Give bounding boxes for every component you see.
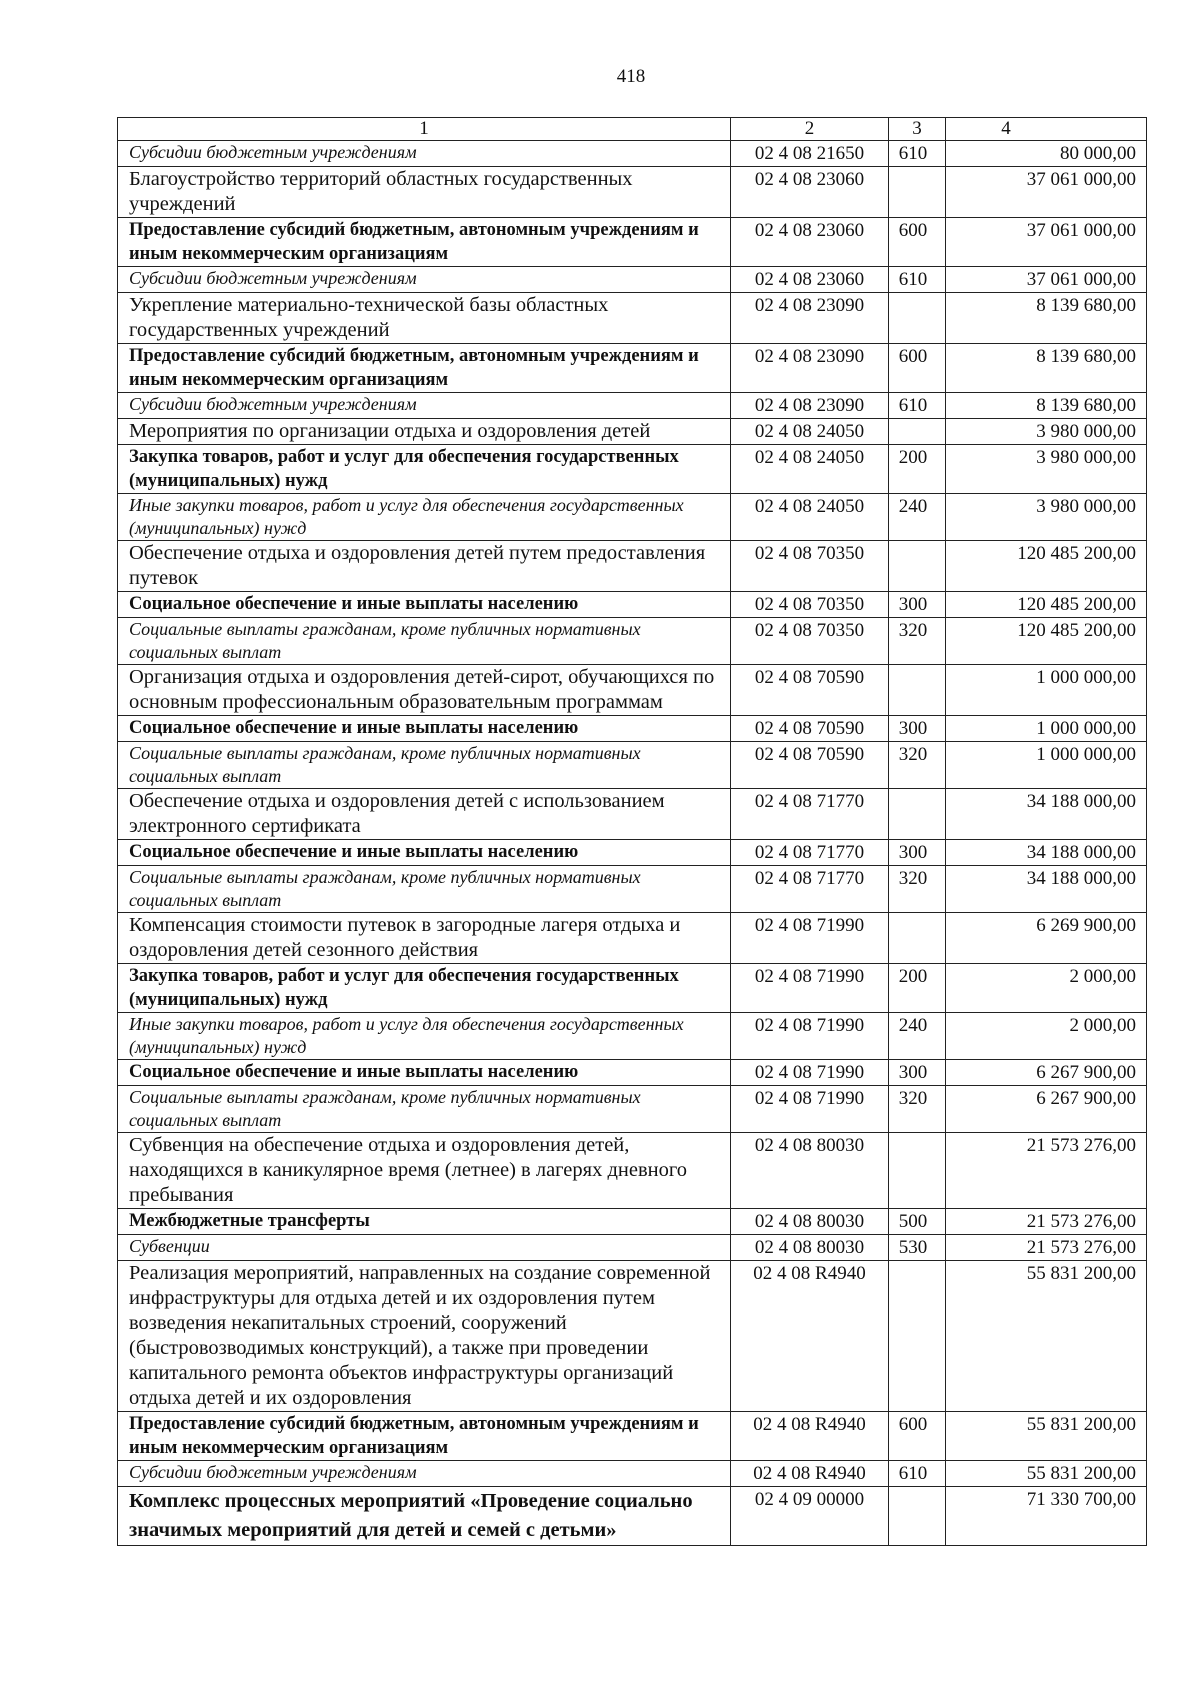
table-row <box>118 1412 1147 1461</box>
row-name-cell: Субвенция на обеспечение отдыха и оздоровления детей, находящихся в каникулярное время (летнее) в лагерях дневного пребывания <box>118 1133 731 1209</box>
row-type-cell: 500 <box>889 1209 946 1235</box>
row-sum-cell: 21 573 276,00 <box>946 1133 1147 1209</box>
row-sum-cell: 21 573 276,00 <box>946 1209 1147 1235</box>
table-row <box>118 840 1147 866</box>
row-type-cell: 320 <box>889 1086 946 1133</box>
row-name-cell: Субсидии бюджетным учреждениям <box>118 267 731 293</box>
row-code-cell: 02 4 08 21650 <box>731 141 889 167</box>
table-row <box>118 293 1147 344</box>
row-code-cell: 02 4 08 R4940 <box>731 1412 889 1461</box>
table-header-row <box>118 118 1147 141</box>
row-sum-cell: 120 485 200,00 <box>946 592 1147 618</box>
row-name-cell: Иные закупки товаров, работ и услуг для обеспечения государственных (муниципальных) нужд <box>118 494 731 541</box>
row-sum-cell: 37 061 000,00 <box>946 218 1147 267</box>
table-row <box>118 1461 1147 1487</box>
row-sum-cell: 2 000,00 <box>946 1013 1147 1060</box>
row-code-cell: 02 4 08 71770 <box>731 840 889 866</box>
row-sum-cell: 37 061 000,00 <box>946 167 1147 218</box>
row-name-cell: Межбюджетные трансферты <box>118 1209 731 1235</box>
row-sum-cell: 55 831 200,00 <box>946 1261 1147 1412</box>
row-type-cell: 240 <box>889 494 946 541</box>
row-type-cell: 300 <box>889 716 946 742</box>
row-code-cell: 02 4 08 71990 <box>731 964 889 1013</box>
row-name-cell: Благоустройство территорий областных государственных учреждений <box>118 167 731 218</box>
row-name-cell: Предоставление субсидий бюджетным, автономным учреждениям и иным некоммерческим организациям <box>118 344 731 393</box>
row-code-cell: 02 4 08 80030 <box>731 1235 889 1261</box>
row-code-cell: 02 4 08 71990 <box>731 1086 889 1133</box>
row-name-cell: Обеспечение отдыха и оздоровления детей путем предоставления путевок <box>118 541 731 592</box>
row-code-cell: 02 4 08 71990 <box>731 1013 889 1060</box>
row-name-cell: Субвенции <box>118 1235 731 1261</box>
row-name-cell: Субсидии бюджетным учреждениям <box>118 1461 731 1487</box>
row-name-cell: Социальные выплаты гражданам, кроме публичных нормативных социальных выплат <box>118 618 731 665</box>
row-code-cell: 02 4 08 71990 <box>731 913 889 964</box>
row-sum-cell: 8 139 680,00 <box>946 344 1147 393</box>
row-type-cell <box>889 167 946 218</box>
row-name-cell: Комплекс процессных мероприятий «Проведение социально значимых мероприятий для детей и семей с детьми» <box>118 1487 731 1546</box>
table-row <box>118 742 1147 789</box>
row-name-cell: Закупка товаров, работ и услуг для обеспечения государственных (муниципальных) нужд <box>118 964 731 1013</box>
table-row <box>118 665 1147 716</box>
row-sum-cell: 34 188 000,00 <box>946 789 1147 840</box>
row-code-cell: 02 4 08 R4940 <box>731 1261 889 1412</box>
row-sum-cell: 3 980 000,00 <box>946 494 1147 541</box>
row-sum-cell: 6 267 900,00 <box>946 1086 1147 1133</box>
row-name-cell: Закупка товаров, работ и услуг для обеспечения государственных (муниципальных) нужд <box>118 445 731 494</box>
table-row <box>118 419 1147 445</box>
row-type-cell: 610 <box>889 267 946 293</box>
row-sum-cell: 21 573 276,00 <box>946 1235 1147 1261</box>
row-type-cell: 610 <box>889 141 946 167</box>
row-code-cell: 02 4 08 24050 <box>731 494 889 541</box>
row-type-cell <box>889 1261 946 1412</box>
row-name-cell: Субсидии бюджетным учреждениям <box>118 393 731 419</box>
table-row <box>118 618 1147 665</box>
row-type-cell: 320 <box>889 618 946 665</box>
row-type-cell: 200 <box>889 964 946 1013</box>
row-name-cell: Предоставление субсидий бюджетным, автономным учреждениям и иным некоммерческим организациям <box>118 1412 731 1461</box>
column-header-1: 1 <box>118 118 731 141</box>
table-row <box>118 1209 1147 1235</box>
budget-table <box>117 117 1147 1546</box>
table-row <box>118 1060 1147 1086</box>
table-row <box>118 1133 1147 1209</box>
row-code-cell: 02 4 08 71770 <box>731 789 889 840</box>
table-row <box>118 1086 1147 1133</box>
table-row <box>118 1261 1147 1412</box>
row-code-cell: 02 4 08 23090 <box>731 344 889 393</box>
table-body <box>118 118 1147 1546</box>
row-name-cell: Социальные выплаты гражданам, кроме публичных нормативных социальных выплат <box>118 866 731 913</box>
row-code-cell: 02 4 08 70350 <box>731 541 889 592</box>
row-code-cell: 02 4 08 71990 <box>731 1060 889 1086</box>
row-sum-cell: 8 139 680,00 <box>946 393 1147 419</box>
column-header-3: 3 <box>889 118 946 141</box>
table-row <box>118 789 1147 840</box>
row-code-cell: 02 4 08 23090 <box>731 393 889 419</box>
row-sum-cell: 55 831 200,00 <box>946 1461 1147 1487</box>
row-code-cell: 02 4 08 70590 <box>731 665 889 716</box>
column-header-4: 4 <box>946 118 1147 141</box>
row-type-cell: 600 <box>889 1412 946 1461</box>
row-type-cell: 600 <box>889 218 946 267</box>
row-name-cell: Укрепление материально-технической базы областных государственных учреждений <box>118 293 731 344</box>
table-row <box>118 1013 1147 1060</box>
row-name-cell: Организация отдыха и оздоровления детей-сирот, обучающихся по основным профессиональным образовательным программам <box>118 665 731 716</box>
row-type-cell: 300 <box>889 592 946 618</box>
row-sum-cell: 2 000,00 <box>946 964 1147 1013</box>
row-code-cell: 02 4 08 70350 <box>731 618 889 665</box>
row-sum-cell: 3 980 000,00 <box>946 445 1147 494</box>
row-type-cell: 240 <box>889 1013 946 1060</box>
table-row <box>118 1487 1147 1546</box>
row-sum-cell: 37 061 000,00 <box>946 267 1147 293</box>
row-sum-cell: 55 831 200,00 <box>946 1412 1147 1461</box>
table-row <box>118 1235 1147 1261</box>
row-type-cell: 530 <box>889 1235 946 1261</box>
table-row <box>118 866 1147 913</box>
row-code-cell: 02 4 08 23060 <box>731 167 889 218</box>
row-code-cell: 02 4 08 23060 <box>731 267 889 293</box>
row-code-cell: 02 4 08 23060 <box>731 218 889 267</box>
table-row <box>118 592 1147 618</box>
row-type-cell <box>889 1487 946 1546</box>
table-row <box>118 964 1147 1013</box>
row-sum-cell: 34 188 000,00 <box>946 866 1147 913</box>
row-name-cell: Социальное обеспечение и иные выплаты населению <box>118 592 731 618</box>
row-type-cell: 320 <box>889 866 946 913</box>
row-name-cell: Мероприятия по организации отдыха и оздоровления детей <box>118 419 731 445</box>
table-row <box>118 541 1147 592</box>
row-code-cell: 02 4 08 80030 <box>731 1209 889 1235</box>
row-name-cell: Социальное обеспечение и иные выплаты населению <box>118 840 731 866</box>
row-type-cell: 610 <box>889 1461 946 1487</box>
row-sum-cell: 3 980 000,00 <box>946 419 1147 445</box>
table-row <box>118 267 1147 293</box>
page-number: 418 <box>616 66 646 87</box>
table-row <box>118 141 1147 167</box>
row-sum-cell: 1 000 000,00 <box>946 716 1147 742</box>
row-name-cell: Социальные выплаты гражданам, кроме публичных нормативных социальных выплат <box>118 1086 731 1133</box>
row-code-cell: 02 4 08 23090 <box>731 293 889 344</box>
row-type-cell: 200 <box>889 445 946 494</box>
row-type-cell <box>889 913 946 964</box>
row-sum-cell: 120 485 200,00 <box>946 541 1147 592</box>
row-type-cell <box>889 789 946 840</box>
row-type-cell: 300 <box>889 840 946 866</box>
column-header-2: 2 <box>731 118 889 141</box>
row-type-cell: 300 <box>889 1060 946 1086</box>
table-row <box>118 393 1147 419</box>
row-sum-cell: 71 330 700,00 <box>946 1487 1147 1546</box>
row-sum-cell: 80 000,00 <box>946 141 1147 167</box>
row-code-cell: 02 4 09 00000 <box>731 1487 889 1546</box>
row-code-cell: 02 4 08 80030 <box>731 1133 889 1209</box>
row-sum-cell: 34 188 000,00 <box>946 840 1147 866</box>
row-type-cell: 610 <box>889 393 946 419</box>
table-row <box>118 167 1147 218</box>
row-type-cell: 320 <box>889 742 946 789</box>
row-type-cell <box>889 665 946 716</box>
table-row <box>118 344 1147 393</box>
row-sum-cell: 1 000 000,00 <box>946 742 1147 789</box>
row-code-cell: 02 4 08 70590 <box>731 742 889 789</box>
row-type-cell <box>889 293 946 344</box>
row-code-cell: 02 4 08 71770 <box>731 866 889 913</box>
row-sum-cell: 6 267 900,00 <box>946 1060 1147 1086</box>
row-code-cell: 02 4 08 R4940 <box>731 1461 889 1487</box>
row-code-cell: 02 4 08 24050 <box>731 419 889 445</box>
table-row <box>118 913 1147 964</box>
row-name-cell: Иные закупки товаров, работ и услуг для обеспечения государственных (муниципальных) нужд <box>118 1013 731 1060</box>
table-row <box>118 494 1147 541</box>
row-type-cell: 600 <box>889 344 946 393</box>
row-type-cell <box>889 419 946 445</box>
row-name-cell: Реализация мероприятий, направленных на создание современной инфраструктуры для отдыха детей и их оздоровления путем возведения некапитальных строений, сооружений (быстровозводимых конструкций), а также при проведении капитального ремонта объектов инфраструктуры организаций отдыха детей и их оздоровления <box>118 1261 731 1412</box>
row-code-cell: 02 4 08 70350 <box>731 592 889 618</box>
row-name-cell: Социальное обеспечение и иные выплаты населению <box>118 1060 731 1086</box>
row-code-cell: 02 4 08 70590 <box>731 716 889 742</box>
table-row <box>118 445 1147 494</box>
row-sum-cell: 1 000 000,00 <box>946 665 1147 716</box>
row-name-cell: Субсидии бюджетным учреждениям <box>118 141 731 167</box>
row-name-cell: Обеспечение отдыха и оздоровления детей с использованием электронного сертификата <box>118 789 731 840</box>
row-sum-cell: 120 485 200,00 <box>946 618 1147 665</box>
row-name-cell: Социальные выплаты гражданам, кроме публичных нормативных социальных выплат <box>118 742 731 789</box>
row-name-cell: Компенсация стоимости путевок в загородные лагеря отдыха и оздоровления детей сезонного действия <box>118 913 731 964</box>
row-type-cell <box>889 1133 946 1209</box>
row-sum-cell: 8 139 680,00 <box>946 293 1147 344</box>
row-sum-cell: 6 269 900,00 <box>946 913 1147 964</box>
row-name-cell: Предоставление субсидий бюджетным, автономным учреждениям и иным некоммерческим организациям <box>118 218 731 267</box>
table-row <box>118 716 1147 742</box>
table-row <box>118 218 1147 267</box>
row-type-cell <box>889 541 946 592</box>
row-name-cell: Социальное обеспечение и иные выплаты населению <box>118 716 731 742</box>
row-code-cell: 02 4 08 24050 <box>731 445 889 494</box>
